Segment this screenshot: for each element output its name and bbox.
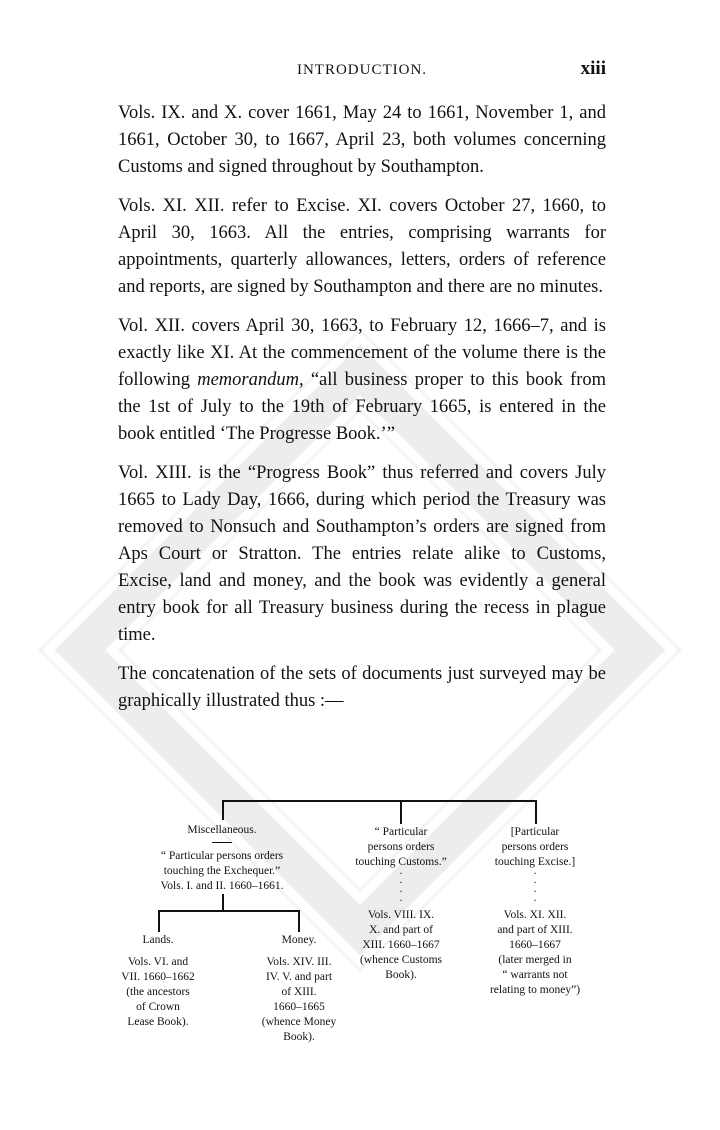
excise-line-6: relating to money”) xyxy=(489,984,581,996)
excise-heading-2: persons orders xyxy=(501,841,569,853)
customs-heading-3: touching Customs.” xyxy=(355,856,447,868)
money-line-5: (whence Money xyxy=(261,1016,337,1028)
paragraph-vols-ix-x: Vols. IX. and X. cover 1661, May 24 to 1661, November 1, and 1661, October 30, to 1667, April 23, both volumes concerning Customs and signed throughout by Southampton. xyxy=(118,103,606,177)
paragraph-concatenation: The concatenation of the sets of documents just surveyed may be graphically illustrated thus :— xyxy=(118,664,606,711)
lands-heading: Lands. xyxy=(142,934,174,946)
documents-tree-diagram xyxy=(0,790,720,1070)
running-title: INTRODUCTION. xyxy=(296,62,428,78)
money-line-3: of XIII. xyxy=(281,986,317,998)
excise-heading-1: [Particular xyxy=(510,826,560,838)
misc-underline xyxy=(212,842,232,843)
diagram-drop-customs xyxy=(400,800,402,824)
customs-dots: · · · · xyxy=(399,868,403,907)
money-line-4: 1660–1665 xyxy=(273,1001,325,1013)
customs-heading-1: “ Particular xyxy=(374,826,428,838)
customs-line-2: X. and part of xyxy=(369,924,433,936)
diagram-drop-lands xyxy=(158,910,160,932)
page-number: xiii xyxy=(580,58,606,79)
excise-heading-3: touching Excise.] xyxy=(494,856,576,868)
customs-line-1: Vols. VIII. IX. xyxy=(367,909,435,921)
diagram-drop-excise xyxy=(535,800,537,824)
paragraph-vol-xii-quote: “all business proper to this book from the 1st of July to the 19th of February 1665, is entered in the book entitled ‘The Progresse Book.’” xyxy=(118,370,607,444)
diagram-drop-split xyxy=(222,894,224,911)
money-line-1: Vols. XIV. III. xyxy=(266,956,332,968)
lands-line-2: VII. 1660–1662 xyxy=(121,971,195,983)
diagram-drop-money xyxy=(298,910,300,932)
excise-dots: · · · · xyxy=(533,868,537,907)
misc-sub-3: Vols. I. and II. 1660–1661. xyxy=(160,880,284,892)
money-heading: Money. xyxy=(281,934,317,946)
paragraph-vols-xi-xii: Vols. XI. XII. refer to Excise. XI. covers October 27, 1660, to April 30, 1663. All the entries, comprising warrants for appointments, quarterly allowances, letters, orders of reference and reports, are signed by Southampton and there are no minutes. xyxy=(118,196,606,297)
misc-sub-2: touching the Exchequer.” xyxy=(163,865,281,877)
diagram-split-bar xyxy=(158,910,300,912)
excise-line-5: “ warrants not xyxy=(502,969,568,981)
customs-line-5: Book). xyxy=(385,969,417,981)
excise-line-4: (later merged in xyxy=(498,954,572,966)
body-text xyxy=(118,100,606,727)
diagram-drop-misc xyxy=(222,800,224,820)
customs-line-4: (whence Customs xyxy=(359,954,443,966)
misc-heading: Miscellaneous. xyxy=(187,824,257,836)
money-line-2: IV. V. and part xyxy=(265,971,333,983)
lands-line-3: (the ancestors xyxy=(126,986,190,998)
paragraph-vol-xii xyxy=(118,313,606,448)
lands-line-4: of Crown xyxy=(136,1001,180,1013)
misc-sub-1: “ Particular persons orders xyxy=(160,850,284,862)
excise-line-3: 1660–1667 xyxy=(509,939,561,951)
running-head xyxy=(118,58,606,84)
memorandum-italic: memorandum, xyxy=(197,370,304,390)
customs-heading-2: persons orders xyxy=(367,841,435,853)
customs-line-3: XIII. 1660–1667 xyxy=(362,939,440,951)
excise-line-1: Vols. XI. XII. xyxy=(503,909,567,921)
diagram-top-bar xyxy=(222,800,536,802)
excise-line-2: and part of XIII. xyxy=(497,924,573,936)
money-line-6: Book). xyxy=(283,1031,315,1043)
paragraph-vol-xii-head: Vol. XII. covers April 30, 1663, to February 12, 1666–7, and is exactly like XI. At the commencement of the volume there is the following xyxy=(118,316,606,390)
lands-line-1: Vols. VI. and xyxy=(127,956,189,968)
lands-line-5: Lease Book). xyxy=(127,1016,189,1028)
paragraph-vol-xiii: Vol. XIII. is the “Progress Book” thus referred and covers July 1665 to Lady Day, 1666, during which period the Treasury was removed to Nonsuch and Southampton’s orders are signed from Aps Court or Stratton. The entries relate alike to Customs, Excise, land and money, and the book was evidently a general entry book for all Treasury business during the recess in plague time. xyxy=(118,463,606,645)
